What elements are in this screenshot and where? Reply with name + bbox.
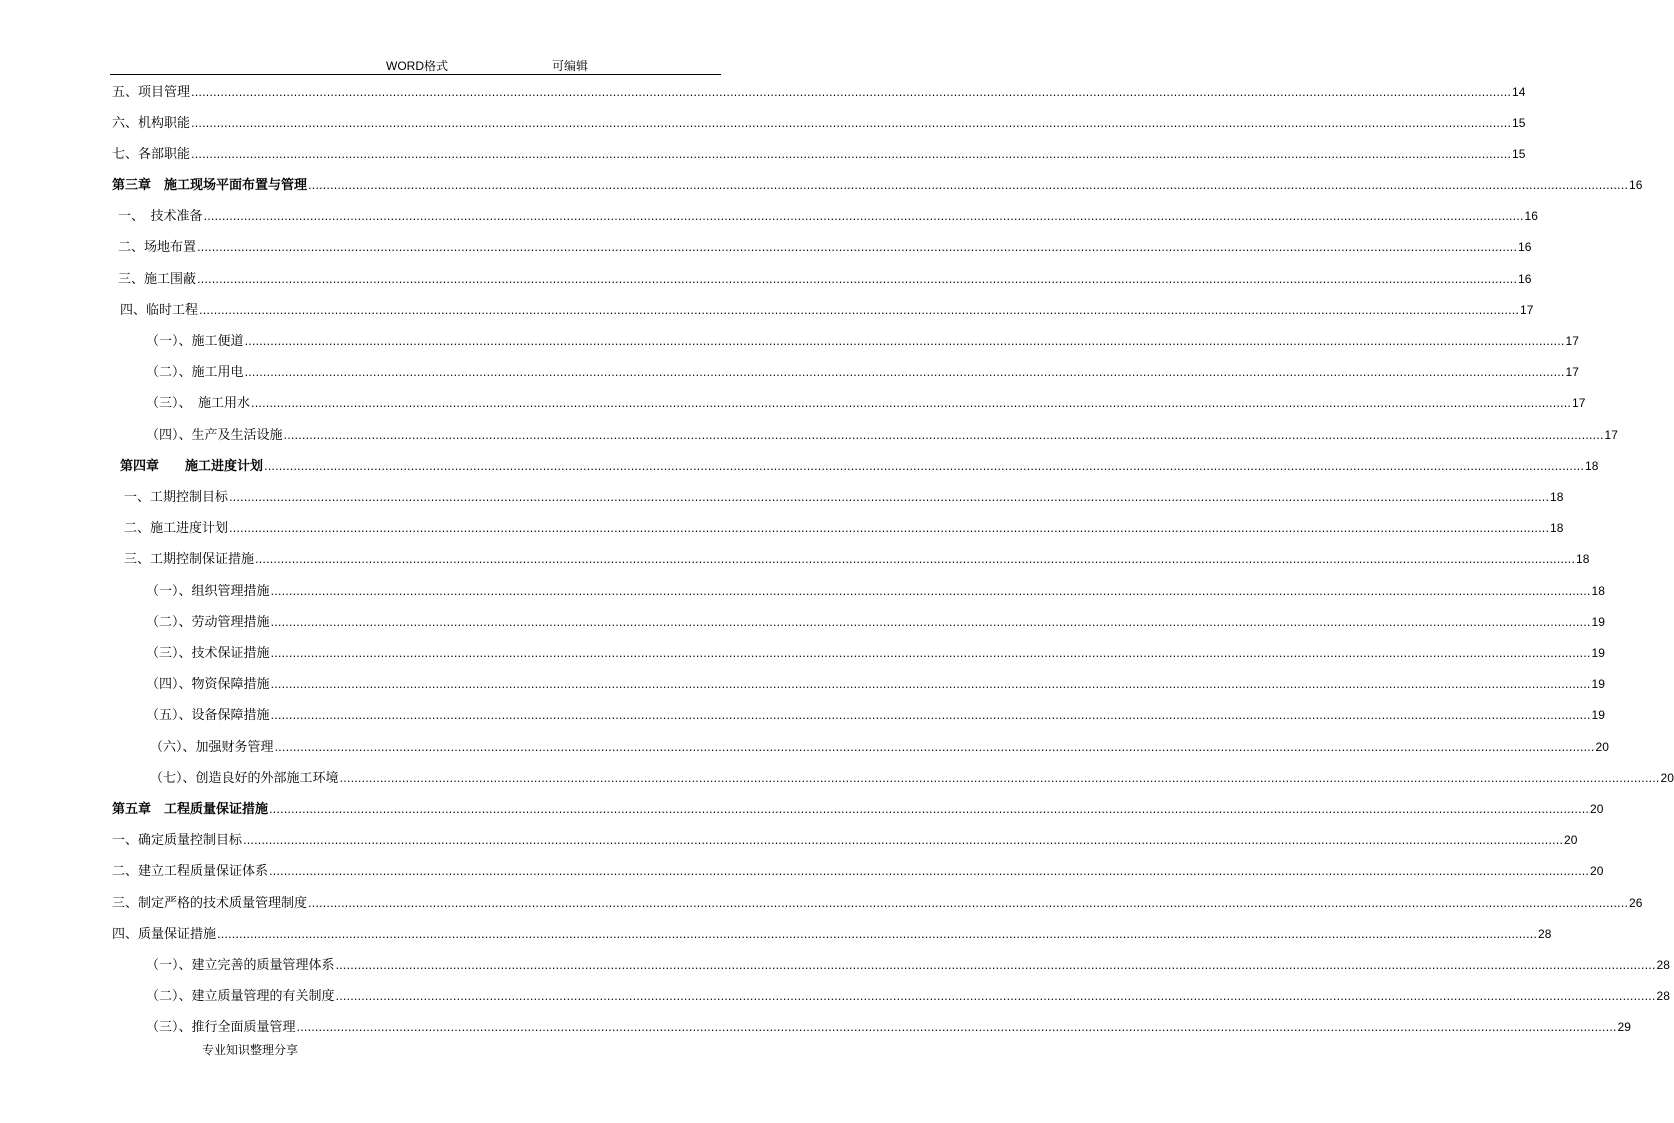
toc-entry-page: 20 bbox=[1590, 802, 1604, 816]
toc-chapter-entry[interactable] bbox=[120, 457, 1599, 475]
toc-entry-title: （四）、物资保障措施 bbox=[146, 677, 270, 692]
toc-leader-dots: ……………………………………………………………………………………………………………………………………………………………………………………………………………………………………………………………………………………………………………………………… bbox=[217, 928, 1538, 941]
toc-entry-page: 20 bbox=[1564, 833, 1578, 847]
toc-entry[interactable] bbox=[146, 1018, 1631, 1036]
toc-entry-title: （七）、创造良好的外部施工环境 bbox=[150, 771, 339, 786]
toc-entry-title: （一）、施工便道 bbox=[146, 334, 244, 349]
toc-entry-title: （三）、技术保证措施 bbox=[146, 646, 270, 661]
toc-leader-dots: ……………………………………………………………………………………………………………………………………………………………………………………………………………………………………………………………………………………………………………………………… bbox=[308, 179, 1629, 192]
toc-entry-title: 第三章 施工现场平面布置与管理 bbox=[112, 178, 308, 193]
toc-leader-dots: ……………………………………………………………………………………………………………………………………………………………………………………………………………………………………………………………………………………………………………………………… bbox=[229, 491, 1550, 504]
toc-entry-page: 15 bbox=[1512, 116, 1526, 130]
toc-entry-title: 一、 技术准备 bbox=[118, 209, 203, 224]
toc-entry-page: 16 bbox=[1518, 240, 1532, 254]
toc-entry-title: （二）、劳动管理措施 bbox=[146, 615, 270, 630]
toc-entry-title: （四）、生产及生活设施 bbox=[146, 428, 283, 443]
toc-entry-page: 20 bbox=[1595, 740, 1609, 754]
toc-entry-title: （五）、设备保障措施 bbox=[146, 708, 270, 723]
toc-entry[interactable] bbox=[118, 270, 1532, 288]
toc-entry-title: （二）、施工用电 bbox=[146, 365, 244, 380]
toc-entry-page: 18 bbox=[1550, 490, 1564, 504]
toc-leader-dots: ……………………………………………………………………………………………………………………………………………………………………………………………………………………………………………………………………………………………………………………………… bbox=[197, 273, 1518, 286]
toc-entry-title: 第五章 工程质量保证措施 bbox=[112, 802, 269, 817]
toc-entry-title: 三、工期控制保证措施 bbox=[124, 552, 255, 567]
toc-entry[interactable] bbox=[112, 114, 1526, 132]
toc-entry[interactable] bbox=[112, 862, 1604, 880]
toc-entry[interactable] bbox=[150, 738, 1609, 756]
toc-leader-dots: ……………………………………………………………………………………………………………………………………………………………………………………………………………………………………………………………………………………………………………………………… bbox=[339, 772, 1660, 785]
toc-leader-dots: ……………………………………………………………………………………………………………………………………………………………………………………………………………………………………………………………………………………………………………………………… bbox=[191, 117, 1512, 130]
toc-entry-page: 28 bbox=[1656, 989, 1670, 1003]
toc-entry[interactable] bbox=[112, 83, 1526, 101]
toc-entry-page: 17 bbox=[1565, 334, 1579, 348]
toc-entry-page: 29 bbox=[1617, 1020, 1631, 1034]
toc-entry[interactable] bbox=[146, 613, 1605, 631]
toc-entry-page: 15 bbox=[1512, 147, 1526, 161]
toc-entry-title: 七、各部职能 bbox=[112, 147, 191, 162]
toc-entry-title: 四、临时工程 bbox=[120, 303, 199, 318]
toc-leader-dots: ……………………………………………………………………………………………………………………………………………………………………………………………………………………………………………………………………………………………………………………………… bbox=[274, 741, 1595, 754]
page-footer: 专业知识整理分享 bbox=[202, 1043, 299, 1057]
toc-entry-page: 17 bbox=[1572, 396, 1586, 410]
toc-entry-page: 19 bbox=[1591, 708, 1605, 722]
toc-entry-title: 第四章 施工进度计划 bbox=[120, 459, 264, 474]
toc-entry-page: 16 bbox=[1629, 178, 1643, 192]
toc-leader-dots: ……………………………………………………………………………………………………………………………………………………………………………………………………………………………………………………………………………………………………………………………… bbox=[229, 522, 1550, 535]
toc-entry[interactable] bbox=[112, 145, 1526, 163]
toc-entry[interactable] bbox=[146, 332, 1579, 350]
toc-entry-page: 19 bbox=[1591, 615, 1605, 629]
toc-entry-title: 一、工期控制目标 bbox=[124, 490, 229, 505]
toc-entry-page: 17 bbox=[1520, 303, 1534, 317]
toc-leader-dots: ……………………………………………………………………………………………………………………………………………………………………………………………………………………………………………………………………………………………………………………………… bbox=[251, 397, 1572, 410]
toc-entry[interactable] bbox=[146, 675, 1605, 693]
toc-chapter-entry[interactable] bbox=[112, 176, 1643, 194]
toc-entry[interactable] bbox=[146, 363, 1579, 381]
toc-leader-dots: ……………………………………………………………………………………………………………………………………………………………………………………………………………………………………………………………………………………………………………………………… bbox=[244, 366, 1565, 379]
toc-entry-title: （一）、组织管理措施 bbox=[146, 584, 270, 599]
toc-leader-dots: ……………………………………………………………………………………………………………………………………………………………………………………………………………………………………………………………………………………………………………………………… bbox=[270, 709, 1591, 722]
toc-entry-page: 20 bbox=[1660, 771, 1674, 785]
toc-entry-page: 16 bbox=[1524, 209, 1538, 223]
toc-leader-dots: ……………………………………………………………………………………………………………………………………………………………………………………………………………………………………………………………………………………………………………………………… bbox=[264, 460, 1585, 473]
toc-entry[interactable] bbox=[146, 706, 1605, 724]
toc-entry-title: （六）、加强财务管理 bbox=[150, 740, 274, 755]
toc-entry-page: 17 bbox=[1565, 365, 1579, 379]
toc-leader-dots: ……………………………………………………………………………………………………………………………………………………………………………………………………………………………………………………………………………………………………………………………… bbox=[335, 959, 1656, 972]
toc-entry-title: 一、确定质量控制目标 bbox=[112, 833, 243, 848]
toc-entry-title: 三、制定严格的技术质量管理制度 bbox=[112, 896, 308, 911]
toc-entry-page: 20 bbox=[1590, 864, 1604, 878]
header-format-label: WORD格式 bbox=[386, 59, 448, 73]
toc-entry-title: 四、质量保证措施 bbox=[112, 927, 217, 942]
toc-entry-page: 18 bbox=[1550, 521, 1564, 535]
toc-entry-page: 19 bbox=[1591, 646, 1605, 660]
toc-leader-dots: ……………………………………………………………………………………………………………………………………………………………………………………………………………………………………………………………………………………………………………………………… bbox=[197, 241, 1518, 254]
toc-leader-dots: ……………………………………………………………………………………………………………………………………………………………………………………………………………………………………………………………………………………………………………………………… bbox=[199, 304, 1520, 317]
toc-entry-title: 二、场地布置 bbox=[118, 240, 197, 255]
toc-chapter-entry[interactable] bbox=[112, 800, 1604, 818]
toc-entry-page: 14 bbox=[1512, 85, 1526, 99]
toc-leader-dots: ……………………………………………………………………………………………………………………………………………………………………………………………………………………………………………………………………………………………………………………………… bbox=[308, 897, 1629, 910]
toc-leader-dots: ……………………………………………………………………………………………………………………………………………………………………………………………………………………………………………………………………………………………………………………………… bbox=[270, 678, 1591, 691]
toc-leader-dots: ……………………………………………………………………………………………………………………………………………………………………………………………………………………………………………………………………………………………………………………………… bbox=[270, 647, 1591, 660]
toc-entry[interactable] bbox=[120, 301, 1534, 319]
toc-entry[interactable] bbox=[124, 550, 1590, 568]
toc-entry[interactable] bbox=[146, 426, 1618, 444]
toc-leader-dots: ……………………………………………………………………………………………………………………………………………………………………………………………………………………………………………………………………………………………………………………………… bbox=[269, 865, 1590, 878]
toc-entry-page: 18 bbox=[1591, 584, 1605, 598]
toc-entry-title: 二、建立工程质量保证体系 bbox=[112, 864, 269, 879]
toc-leader-dots: ……………………………………………………………………………………………………………………………………………………………………………………………………………………………………………………………………………………………………………………………… bbox=[244, 335, 1565, 348]
page-header bbox=[110, 56, 721, 75]
toc-leader-dots: ……………………………………………………………………………………………………………………………………………………………………………………………………………………………………………………………………………………………………………………………… bbox=[296, 1021, 1617, 1034]
toc-leader-dots: ……………………………………………………………………………………………………………………………………………………………………………………………………………………………………………………………………………………………………………………………… bbox=[270, 585, 1591, 598]
toc-entry-page: 17 bbox=[1604, 428, 1618, 442]
toc-entry-page: 16 bbox=[1518, 272, 1532, 286]
toc-entry[interactable] bbox=[146, 644, 1605, 662]
toc-entry-title: 三、施工围蔽 bbox=[118, 272, 197, 287]
toc-leader-dots: ……………………………………………………………………………………………………………………………………………………………………………………………………………………………………………………………………………………………………………………………… bbox=[191, 86, 1512, 99]
toc-entry[interactable] bbox=[124, 488, 1564, 506]
toc-entry-title: 五、项目管理 bbox=[112, 85, 191, 100]
toc-entry-title: 二、施工进度计划 bbox=[124, 521, 229, 536]
toc-entry-title: （三）、推行全面质量管理 bbox=[146, 1020, 296, 1035]
toc-leader-dots: ……………………………………………………………………………………………………………………………………………………………………………………………………………………………………………………………………………………………………………………………… bbox=[243, 834, 1564, 847]
toc-entry-page: 18 bbox=[1585, 459, 1599, 473]
toc-entry[interactable] bbox=[112, 894, 1643, 912]
toc-entry-title: 六、机构职能 bbox=[112, 116, 191, 131]
toc-leader-dots: ……………………………………………………………………………………………………………………………………………………………………………………………………………………………………………………………………………………………………………………………… bbox=[283, 429, 1604, 442]
toc-entry-title: （三）、 施工用水 bbox=[146, 396, 251, 411]
header-editable-label: 可编辑 bbox=[552, 59, 589, 73]
toc-leader-dots: ……………………………………………………………………………………………………………………………………………………………………………………………………………………………………………………………………………………………………………………………… bbox=[269, 803, 1590, 816]
toc-leader-dots: ……………………………………………………………………………………………………………………………………………………………………………………………………………………………………………………………………………………………………………………………… bbox=[203, 210, 1524, 223]
toc-entry[interactable] bbox=[146, 394, 1586, 412]
toc-entry[interactable] bbox=[112, 925, 1552, 943]
toc-entry[interactable] bbox=[112, 831, 1578, 849]
toc-entry-page: 18 bbox=[1576, 552, 1590, 566]
toc-entry[interactable] bbox=[124, 519, 1564, 537]
toc-entry-title: （二）、建立质量管理的有关制度 bbox=[146, 989, 335, 1004]
toc-entry[interactable] bbox=[118, 238, 1532, 256]
toc-leader-dots: ……………………………………………………………………………………………………………………………………………………………………………………………………………………………………………………………………………………………………………………………… bbox=[270, 616, 1591, 629]
toc-entry[interactable] bbox=[150, 769, 1674, 787]
toc-entry-page: 28 bbox=[1656, 958, 1670, 972]
toc-entry-page: 19 bbox=[1591, 677, 1605, 691]
toc-leader-dots: ……………………………………………………………………………………………………………………………………………………………………………………………………………………………………………………………………………………………………………………………… bbox=[255, 553, 1576, 566]
toc-entry[interactable] bbox=[146, 956, 1670, 974]
toc-leader-dots: ……………………………………………………………………………………………………………………………………………………………………………………………………………………………………………………………………………………………………………………………… bbox=[191, 148, 1512, 161]
toc-entry-page: 26 bbox=[1629, 896, 1643, 910]
toc-leader-dots: ……………………………………………………………………………………………………………………………………………………………………………………………………………………………………………………………………………………………………………………………… bbox=[335, 990, 1656, 1003]
toc-entry-page: 28 bbox=[1538, 927, 1552, 941]
toc-entry-title: （一）、建立完善的质量管理体系 bbox=[146, 958, 335, 973]
toc-entry[interactable] bbox=[146, 582, 1605, 600]
toc-entry[interactable] bbox=[146, 987, 1670, 1005]
toc-entry[interactable] bbox=[118, 207, 1538, 225]
